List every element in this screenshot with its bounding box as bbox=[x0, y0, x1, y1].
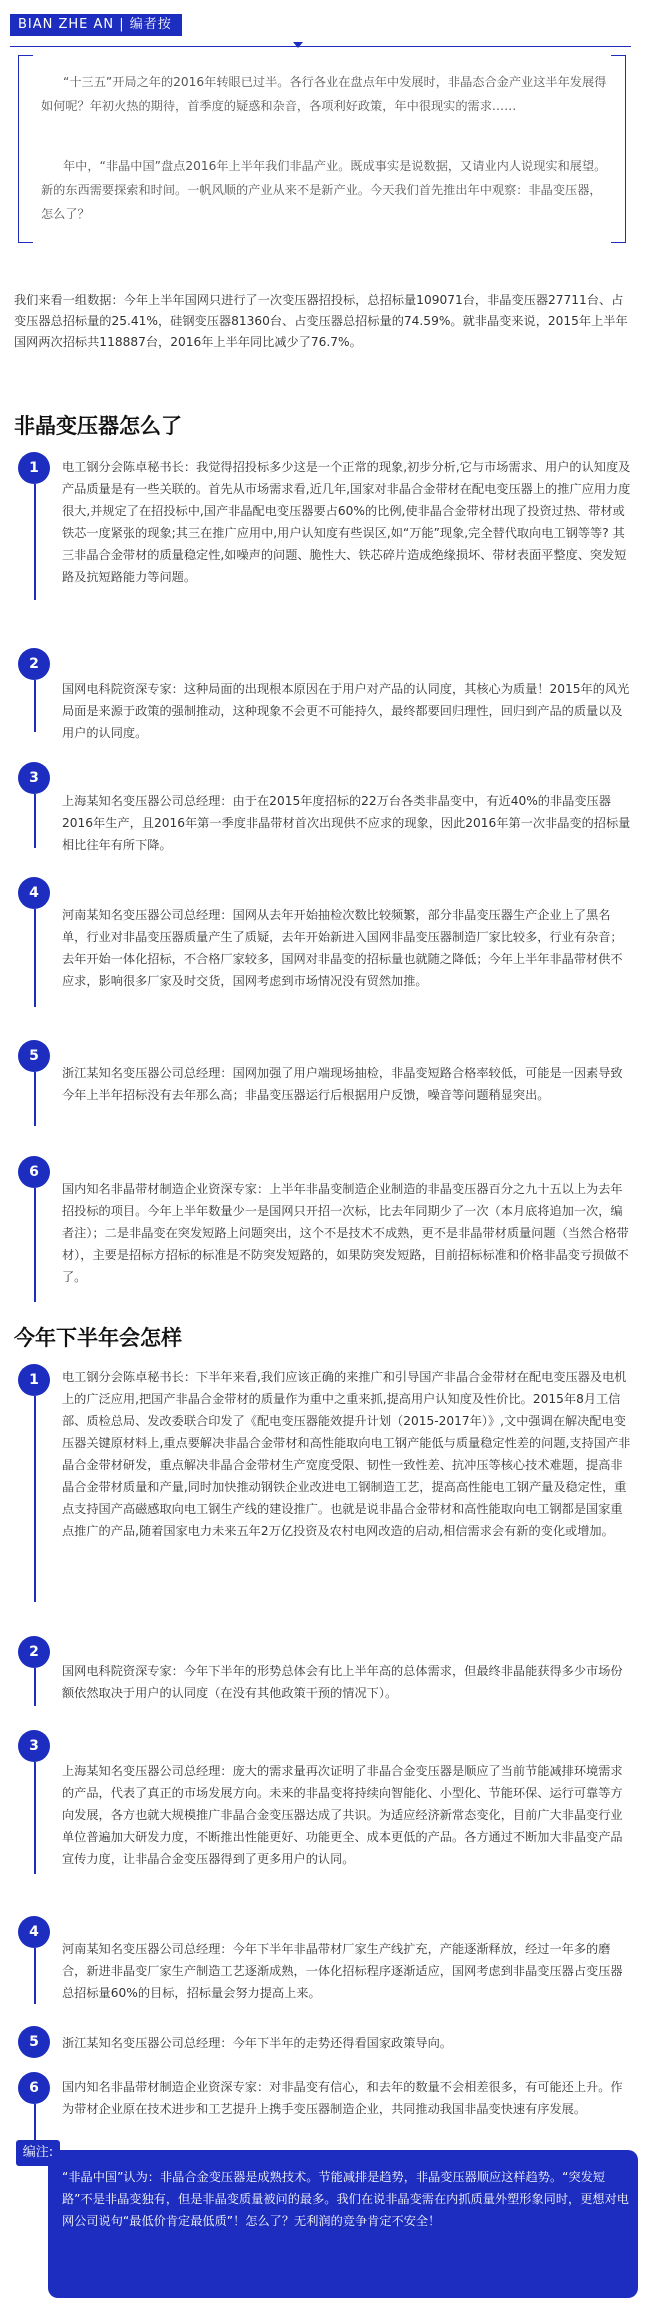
corner-bracket bbox=[611, 228, 626, 243]
item-number-badge: 3 bbox=[18, 1730, 50, 1762]
intro-paragraph: 年中，“非晶中国”盘点2016年上半年我们非晶产业。既成事实是说数据，又请业内人说现实和展望。新的东西需要探索和时间。一帆风顺的产业从来不是新产业。今天我们首先推出年中观察：非晶变压器，怎么了？ bbox=[41, 159, 607, 221]
intro-paragraph: “十三五”开局之年的2016年转眼已过半。各行各业在盘点年中发展时，非晶态合金产业这半年发展得如何呢？年初火热的期待，首季度的疑惑和杂音，各项利好政策，年中很现实的需求…… bbox=[41, 75, 607, 113]
item-number-badge: 6 bbox=[18, 2072, 50, 2104]
list-item: 上海某知名变压器公司总经理：由于在2015年度招标的22万台各类非晶变中，有近40%的非晶变压器2016年生产，且2016年第一季度非晶带材首次出现供不应求的现象，因此2016年第一次非晶变的招标量相比往年有所下降。 bbox=[62, 794, 631, 852]
section-title: 非晶变压器怎么了 bbox=[14, 414, 182, 438]
item-vertical-bar bbox=[34, 1948, 36, 2004]
item-number-badge: 4 bbox=[18, 1916, 50, 1948]
corner-bracket bbox=[18, 55, 33, 70]
item-number-badge: 1 bbox=[18, 1364, 50, 1396]
item-number-badge: 2 bbox=[18, 648, 50, 680]
list-item: 上海某知名变压器公司总经理：庞大的需求量再次证明了非晶合金变压器是顺应了当前节能减排环境需求的产品，代表了真正的市场发展方向。未来的非晶变将持续向智能化、小型化、节能环保、运行可靠等方向发展，各方也就大规模推广非晶合金变压器达成了共识。为适应经济新常态变化，目前广大非晶变行业单位普遍加大研发力度，不断推出性能更好、功能更全、成本更低的产品。各方通过不断加大非晶变产品宣传力度，让非晶合金变压器得到了更多用户的认同。 bbox=[62, 1764, 623, 1866]
list-item: 河南某知名变压器公司总经理：今年下半年非晶带材厂家生产线扩充，产能逐渐释放，经过一年多的磨合，新进非晶变厂家生产制造工艺逐渐成熟，一体化招标程序逐渐适应，国网考虑到非晶变压器占变压器总招标量60%的目标，招标量会努力提高上来。 bbox=[62, 1942, 623, 2000]
data-paragraph: 我们来看一组数据：今年上半年国网只进行了一次变压器招投标，总招标量109071台，非晶变压器27711台、占变压器总招标量的25.41%，硅钢变压器81360台、占变压器总招标量的74.59%。就非晶变来说，2015年上半年国网两次招标共118887台，2016年上半年同比减少了76.7%。 bbox=[14, 293, 628, 349]
list-item: 河南某知名变压器公司总经理：国网从去年开始抽检次数比较频繁，部分非晶变压器生产企业上了黑名单，行业对非晶变压器质量产生了质疑，去年开始新进入国网非晶变压器制造厂家比较多，行业有杂音；去年开始一体化招标，不合格厂家较多，国网对非晶变的招标量也就随之降低；今年上半年非晶带材供不应求，影响很多厂家及时交货，国网考虑到市场情况没有贸然加推。 bbox=[62, 908, 623, 988]
editor-note-tag: 编注: bbox=[16, 2140, 60, 2166]
item-vertical-bar bbox=[34, 1396, 36, 1602]
header-triangle-icon bbox=[293, 42, 303, 48]
intro-box bbox=[18, 56, 626, 242]
item-vertical-bar bbox=[34, 484, 36, 600]
corner-bracket bbox=[611, 55, 626, 70]
item-vertical-bar bbox=[34, 909, 36, 1007]
item-vertical-bar bbox=[34, 794, 36, 848]
item-vertical-bar bbox=[34, 2104, 36, 2142]
item-vertical-bar bbox=[34, 680, 36, 732]
list-item: 国网电科院资深专家：今年下半年的形势总体会有比上半年高的总体需求，但最终非晶能获得多少市场份额依然取决于用户的认同度（在没有其他政策干预的情况下）。 bbox=[62, 1664, 623, 1700]
list-item: 国网电科院资深专家：这种局面的出现根本原因在于用户对产品的认同度，其核心为质量！2015年的风光局面是来源于政策的强制推动，这种现象不会更不可能持久，最终都要回归理性，回归到产品的质量以及用户的认同度。 bbox=[62, 682, 630, 740]
item-number-badge: 5 bbox=[18, 2026, 50, 2058]
item-number-badge: 3 bbox=[18, 762, 50, 794]
list-item: 国内知名非晶带材制造企业资深专家：上半年非晶变制造企业制造的非晶变压器百分之九十五以上为去年招投标的项目。今年上半年数量少一是国网只开招一次标，比去年同期少了一次（本月底将追加一次，编者注）；二是非晶变在突发短路上问题突出，这个不是技术不成熟，更不是非晶带材质量问题（当然合格带材），主要是招标方招标的标准是不防突发短路的，如果防突发短路，目前招标标准和价格非晶变亏损做不了。 bbox=[62, 1182, 629, 1284]
item-vertical-bar bbox=[34, 1762, 36, 1874]
section-title: 今年下半年会怎样 bbox=[14, 1326, 182, 1350]
item-number-badge: 5 bbox=[18, 1040, 50, 1072]
list-item: 电工钢分会陈卓秘书长：我觉得招投标多少这是一个正常的现象,初步分析,它与市场需求、用户的认知度及产品质量是有一些关联的。首先从市场需求看,近几年,国家对非晶合金带材在配电变压器上的推广应用力度很大,并规定了在招投标中,国产非晶配电变压器要占60%的比例,使非晶合金带材出现了投资过热、带材或铁芯一度紧张的现象;其三在推广应用中,用户认知度有些误区,如“万能”现象,完全替代取向电工钢等等? 其三非晶合金带材的质量稳定性,如噪声的问题、脆性大、铁芯碎片造成绝缘损坏、带材表面平整度、突发短路及抗短路能力等问题。 bbox=[62, 460, 631, 584]
item-number-badge: 2 bbox=[18, 1636, 50, 1668]
item-vertical-bar bbox=[34, 1188, 36, 1302]
item-number-badge: 6 bbox=[18, 1156, 50, 1188]
item-vertical-bar bbox=[34, 1668, 36, 1706]
editor-note-badge: BIAN ZHE AN | 编者按 bbox=[10, 14, 182, 36]
corner-bracket bbox=[18, 228, 33, 243]
item-number-badge: 4 bbox=[18, 877, 50, 909]
item-vertical-bar bbox=[34, 1072, 36, 1126]
header-divider bbox=[10, 46, 631, 47]
list-item: 浙江某知名变压器公司总经理：国网加强了用户端现场抽检，非晶变短路合格率较低，可能是一因素导致今年上半年招标没有去年那么高；非晶变压器运行后根据用户反馈，噪音等问题稍显突出。 bbox=[62, 1066, 623, 1102]
item-number-badge: 1 bbox=[18, 452, 50, 484]
editor-note-text: “非晶中国”认为：非晶合金变压器是成熟技术。节能减排是趋势，非晶变压器顺应这样趋势。“突发短路”不是非晶变独有，但是非晶变质量被问的最多。我们在说非晶变需在内抓质量外塑形象同时，更想对电网公司说句“最低价肯定最低质”！怎么了？无利润的竞争肯定不安全！ bbox=[62, 2170, 629, 2228]
list-item: 浙江某知名变压器公司总经理：今年下半年的走势还得看国家政策导向。 bbox=[62, 2036, 452, 2050]
list-item: 国内知名非晶带材制造企业资深专家：对非晶变有信心，和去年的数量不会相差很多，有可能还上升。作为带材企业原在技术进步和工艺提升上携手变压器制造企业，共同推动我国非晶变快速有序发展。 bbox=[62, 2080, 623, 2116]
list-item: 电工钢分会陈卓秘书长：下半年来看,我们应该正确的来推广和引导国产非晶合金带材在配电变压器及电机上的广泛应用,把国产非晶合金带材的质量作为重中之重来抓,提高用户认知度及性价比。2015年8月工信部、质检总局、发改委联合印发了《配电变压器能效提升计划（2015-2017年）》,文中强调在解决配电变压器关键原材料上,重点要解决非晶合金带材和高性能取向电工钢产能低与质量稳定性差的问题,支持国产非晶合金带材研发，重点解决非晶合金带材生产宽度受限、韧性一致性差、抗冲压等核心技术难题，提高非晶合金带材质量和产量,同时加快推动钢铁企业改进电工钢制造工艺，提高高性能电工钢产量及稳定性，重点支持国产高磁感取向电工钢生产线的建设推广。也就是说非晶合金带材和高性能取向电工钢都是国家重点推广的产品,随着国家电力未来五年2万亿投资及农村电网改造的启动,相信需求会有新的变化或增加。 bbox=[62, 1370, 631, 1538]
